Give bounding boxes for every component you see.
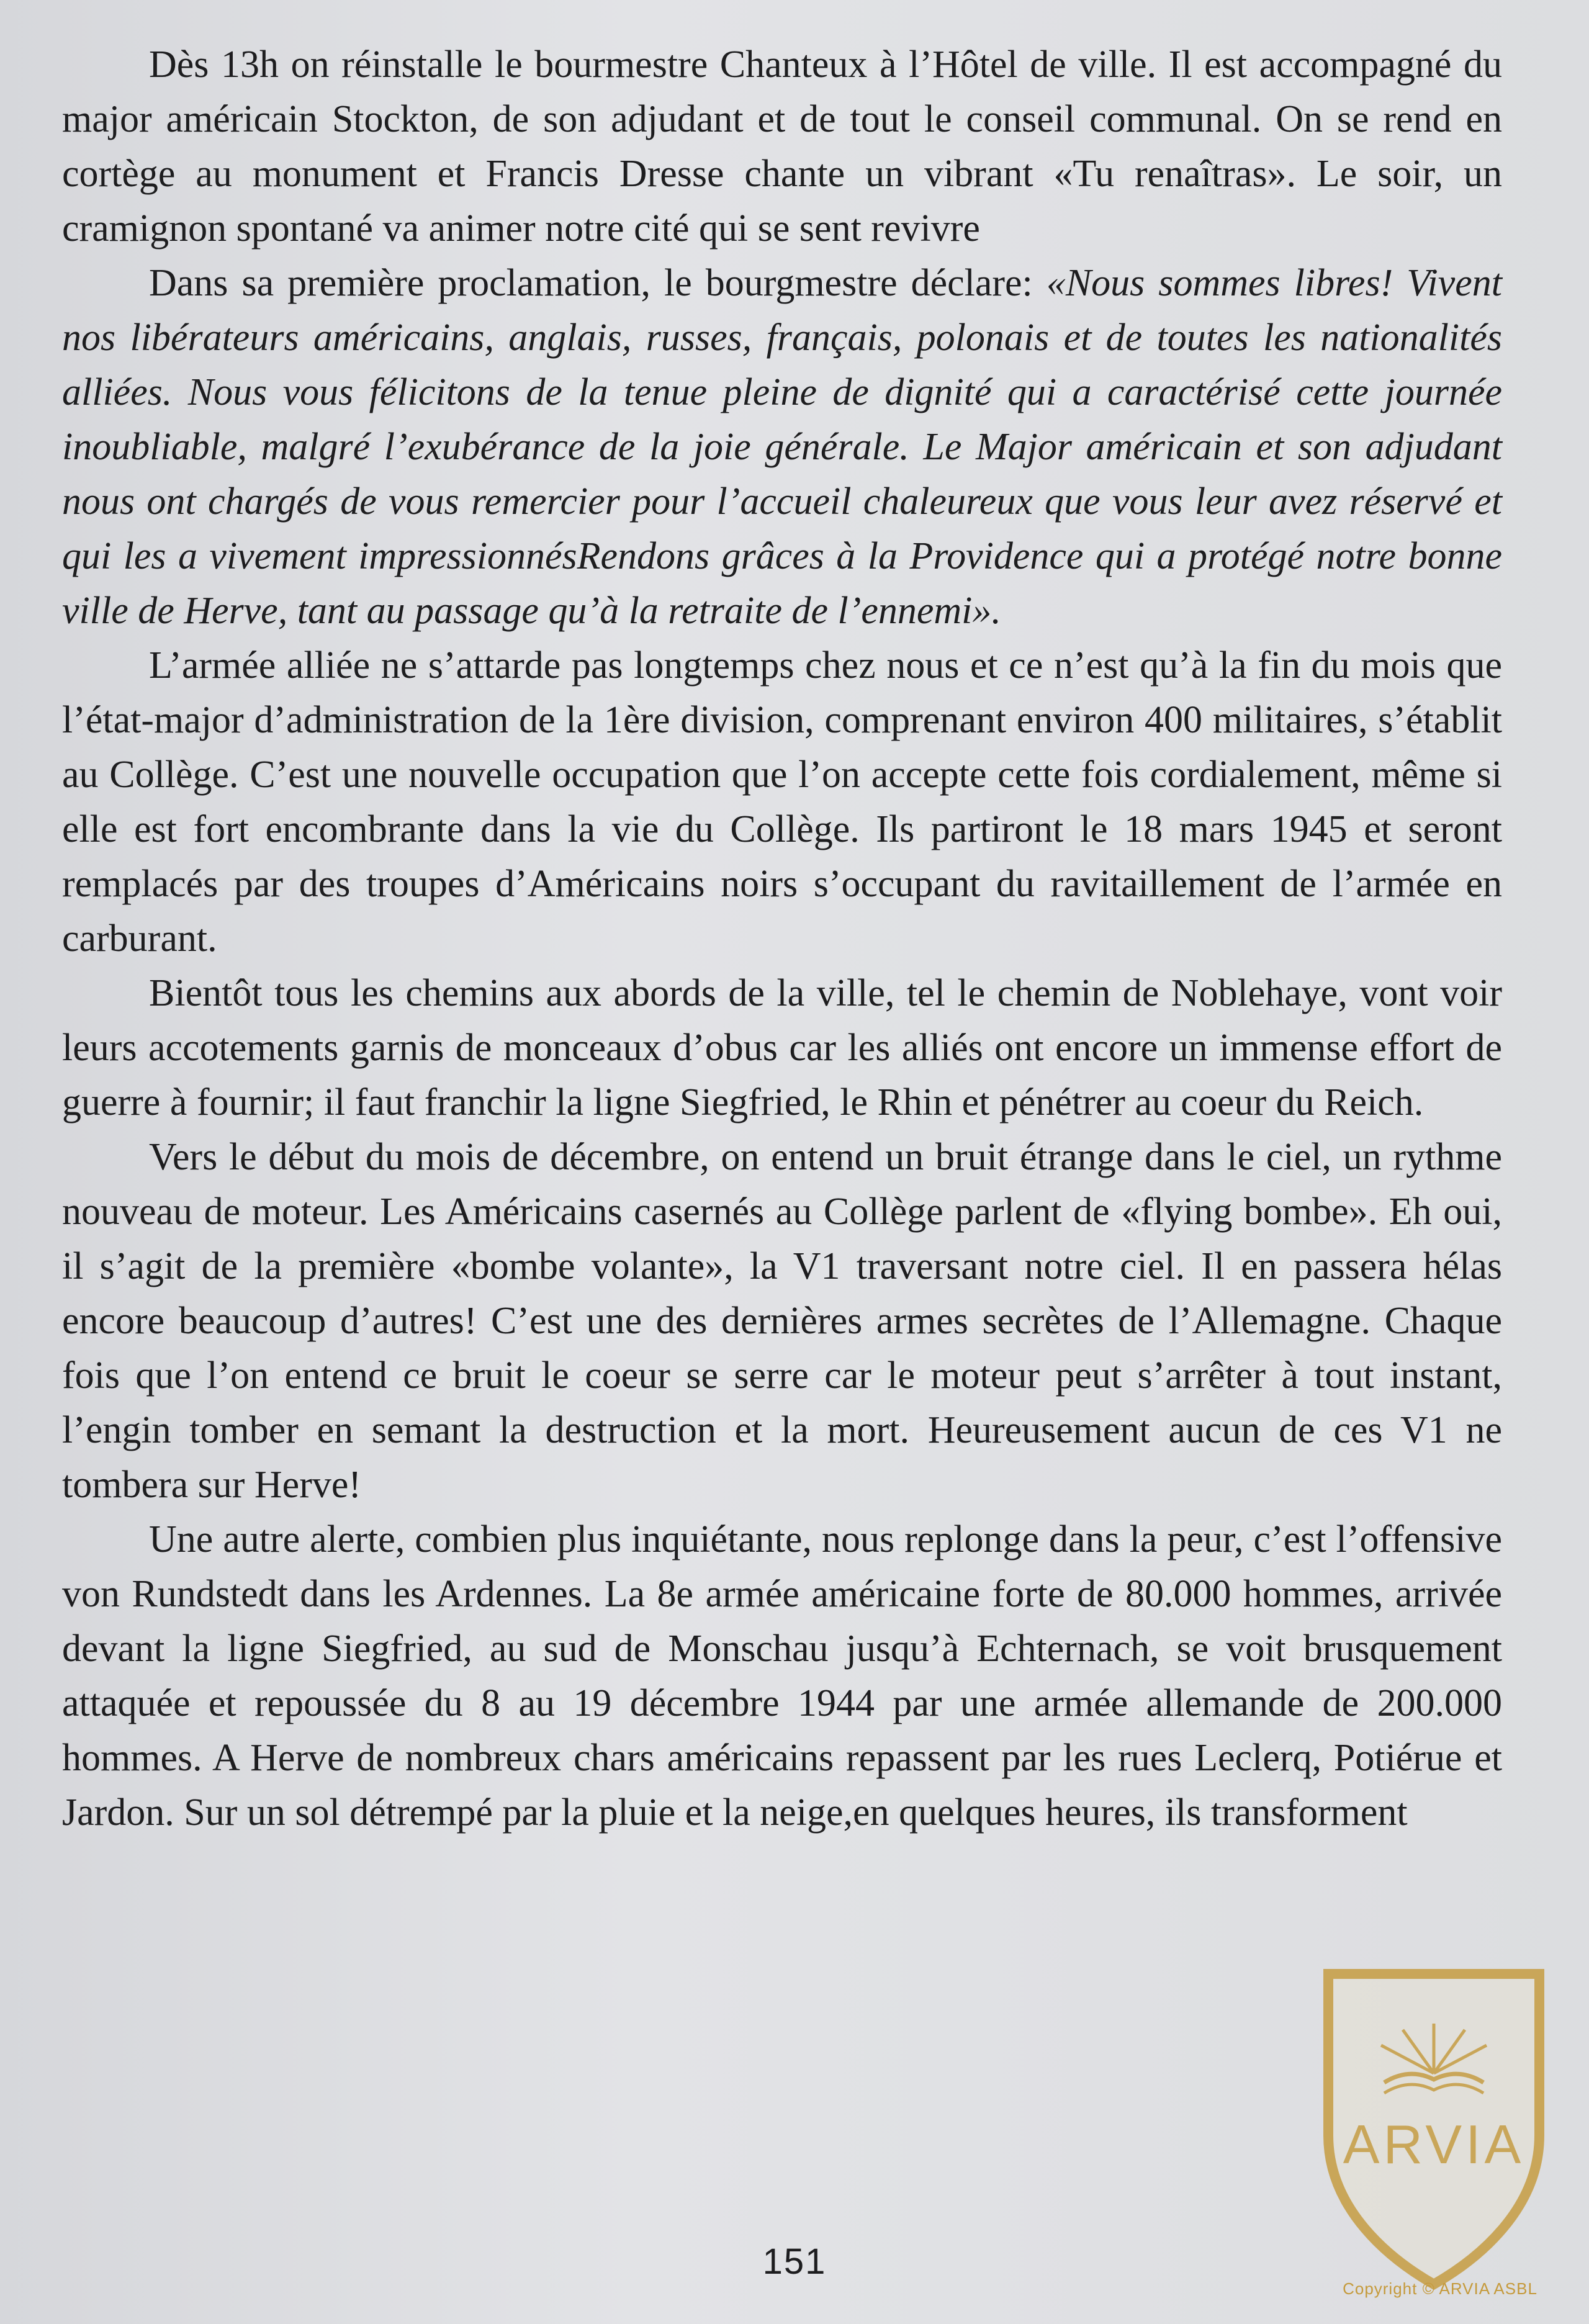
proclamation-quote: «Nous sommes libres! Vivent nos libérateurs américains, anglais, russes, français, polonais et de toutes les nationalités alliées. Nous vous félicitons de la tenue pleine de dignité qui a caractérisé cette journée inoubliable, malgré l’exubérance de la joie générale. Le Major américain et son adjudant nous ont chargés de vous remercier pour l’accueil chaleureux que vous leur avez réservé et qui les a vivement impressionnésRendons grâces à la Providence qui a protégé notre bonne ville de Herve, tant au passage qu’à la retraite de l’ennemi». <box>62 262 1502 632</box>
paragraph-6: Une autre alerte, combien plus inquiétante, nous replonge dans la peur, c’est l’offensive von Rundstedt dans les Ardennes. La 8e armée américaine forte de 80.000 hommes, arrivée devant la ligne Siegfried, au sud de Monschau jusqu’à Echternach, se voit brusquement attaquée et repoussée du 8 au 19 décembre 1944 par une armée allemande de 200.000 hommes. A Herve de nombreux chars américains repassent par les rues Leclerq, Potiérue et Jardon. Sur un sol détrempé par la pluie et la neige,en quelques heures, ils transforment <box>62 1518 1502 1834</box>
arvia-logo-watermark <box>1303 1949 1564 2297</box>
page-number: 151 <box>762 2241 827 2282</box>
paragraph-3: L’armée alliée ne s’attarde pas longtemps chez nous et ce n’est qu’à la fin du mois que l’état-major d’administration de la 1ère division, comprenant environ 400 militaires, s’établit au Collège. C’est une nouvelle occupation que l’on accepte cette fois cordialement, même si elle est fort encombrante dans la vie du Collège. Ils partiront le 18 mars 1945 et seront remplacés par des troupes d’Américains noirs s’occupant du ravitaillement de l’armée en carburant. <box>62 644 1502 960</box>
arvia-logo-text: ARVIA <box>1343 2114 1525 2175</box>
paragraph-1: Dès 13h on réinstalle le bourmestre Chanteux à l’Hôtel de ville. Il est accompagné du major américain Stockton, de son adjudant et de tout le conseil communal. On se rend en cortège au monument et Francis Dresse chante un vibrant «Tu renaîtras». Le soir, un cramignon spontané va animer notre cité qui se sent revivre <box>62 43 1502 250</box>
page-body-text <box>62 37 1502 1840</box>
paragraph-2-intro: Dans sa première proclamation, le bourgmestre déclare: <box>149 262 1047 304</box>
copyright-notice: Copyright © ARVIA ASBL <box>1343 2279 1537 2298</box>
paragraph-4: Bientôt tous les chemins aux abords de la ville, tel le chemin de Noblehaye, vont voir leurs accotements garnis de monceaux d’obus car les alliés ont encore un immense effort de guerre à fournir; il faut franchir la ligne Siegfried, le Rhin et pénétrer au coeur du Reich. <box>62 972 1502 1124</box>
paragraph-2 <box>62 256 1502 638</box>
paragraph-5: Vers le début du mois de décembre, on entend un bruit étrange dans le ciel, un rythme nouveau de moteur. Les Américains casernés au Collège parlent de «flying bombe». Eh oui, il s’agit de la première «bombe volante», la V1 traversant notre ciel. Il en passera hélas encore beaucoup d’autres! C’est une des dernières armes secrètes de l’Allemagne. Chaque fois que l’on entend ce bruit le coeur se serre car le moteur peut s’arrêter à tout instant, l’engin tomber en semant la destruction et la mort. Heureusement aucun de ces V1 ne tombera sur Herve! <box>62 1136 1502 1506</box>
